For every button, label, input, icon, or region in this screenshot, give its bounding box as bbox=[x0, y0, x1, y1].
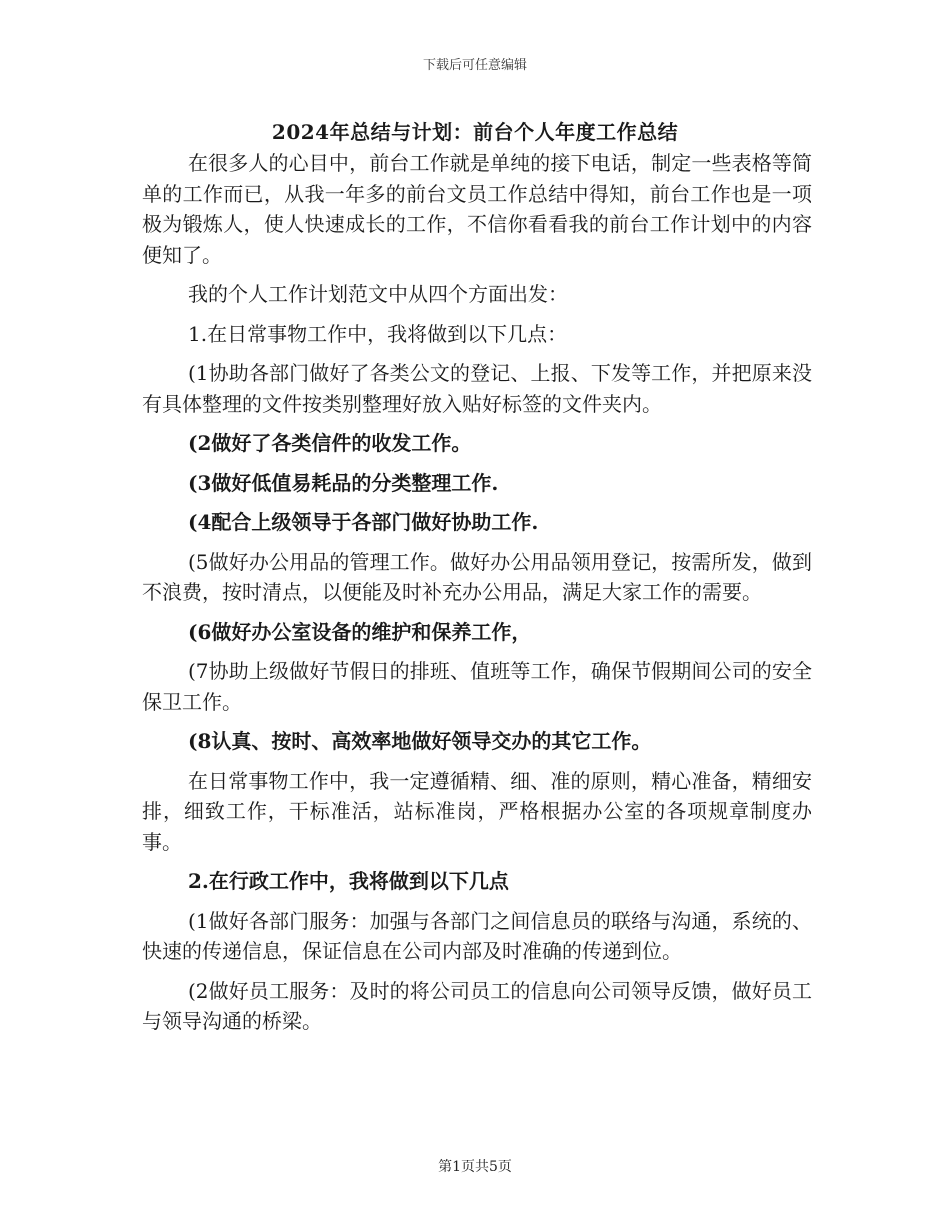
paragraph-item-1-6: (6做好办公室设备的维护和保养工作， bbox=[188, 619, 532, 644]
document-title: 2024年总结与计划：前台个人年度工作总结 bbox=[271, 120, 679, 144]
paragraph-intro: 在很多人的心目中，前台工作就是单纯的接下电话，制定一些表格等简单的工作而已，从我一年多的前台文员工作总结中得知，前台工作也是一项极为锻炼人，使人快速成长的工作，不信你看看我的前台工作计划中的内容便知了。 bbox=[142, 151, 812, 267]
paragraph-daily-summary: 在日常事物工作中，我一定遵循精、细、准的原则，精心准备，精细安排，细致工作，干标准活，站标准岗，严格根据办公室的各项规章制度办事。 bbox=[142, 768, 812, 854]
page-number: 第1页共5页 bbox=[438, 1159, 512, 1175]
paragraph-item-2-1: (1做好各部门服务：加强与各部门之间信息员的联络与沟通，系统的、快速的传递信息，保证信息在公司内部及时准确的传递到位。 bbox=[142, 908, 812, 963]
paragraph-four-aspects: 我的个人工作计划范文中从四个方面出发： bbox=[188, 282, 568, 306]
paragraph-item-1-8: (8认真、按时、高效率地做好领导交办的其它工作。 bbox=[188, 729, 652, 753]
paragraph-item-1-7: (7协助上级做好节假日的排班、值班等工作，确保节假期间公司的安全保卫工作。 bbox=[142, 659, 812, 714]
paragraph-section-1-heading: 1.在日常事物工作中，我将做到以下几点： bbox=[188, 321, 568, 346]
paragraph-item-2-2: (2做好员工服务：及时的将公司员工的信息向公司领导反馈，做好员工与领导沟通的桥梁。 bbox=[142, 978, 812, 1033]
header-note: 下载后可任意编辑 bbox=[422, 58, 527, 73]
paragraph-item-1-2: (2做好了各类信件的收发工作。 bbox=[188, 431, 472, 455]
paragraph-item-1-1: (1协助各部门做好了各类公文的登记、上报、下发等工作，并把原来没有具体整理的文件按类别整理好放入贴好标签的文件夹内。 bbox=[142, 361, 812, 416]
paragraph-section-2-heading: 2.在行政工作中，我将做到以下几点 bbox=[188, 869, 509, 893]
paragraph-item-1-5: (5做好办公用品的管理工作。做好办公用品领用登记，按需所发，做到不浪费，按时清点，以便能及时补充办公用品，满足大家工作的需要。 bbox=[142, 549, 812, 604]
document-body bbox=[142, 148, 812, 1046]
paragraph-item-1-3: (3做好低值易耗品的分类整理工作. bbox=[188, 470, 499, 495]
paragraph-item-1-4: (4配合上级领导于各部门做好协助工作. bbox=[188, 510, 539, 534]
